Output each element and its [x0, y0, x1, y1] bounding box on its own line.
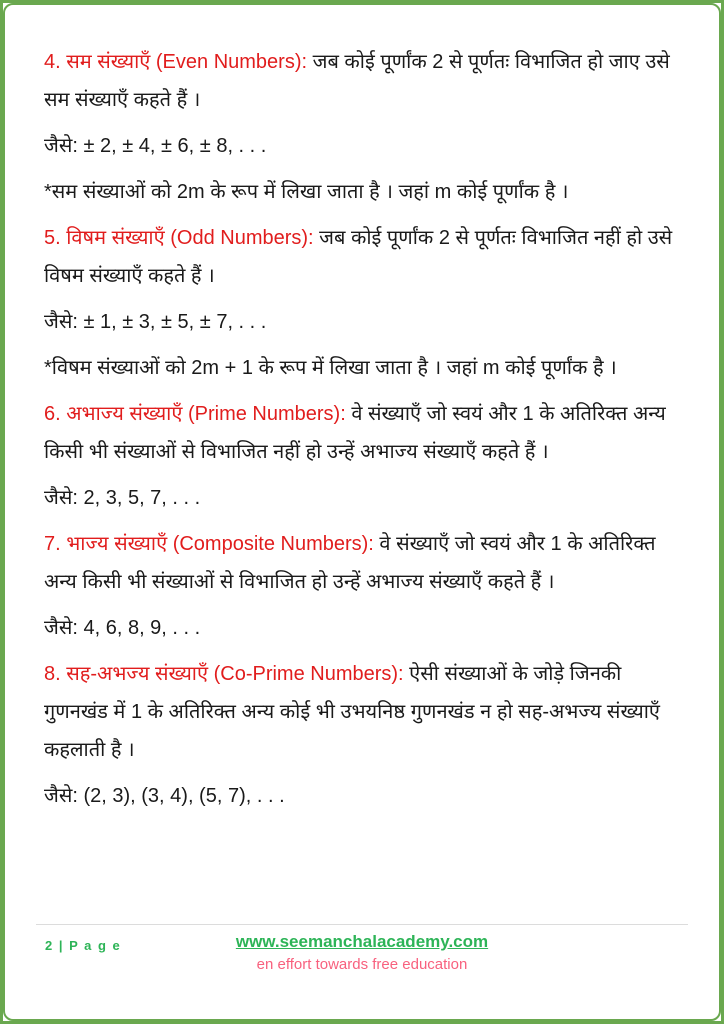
tagline-text: en effort towards free education [256, 956, 468, 973]
section-heading: 5. विषम संख्याएँ (Odd Numbers): [44, 227, 314, 249]
example-line: जैसे: (2, 3), (3, 4), (5, 7), . . . [44, 785, 285, 807]
section-paragraph [44, 395, 688, 471]
section-paragraph [44, 655, 688, 769]
section-odd-numbers [44, 219, 688, 387]
section-even-numbers [44, 43, 688, 211]
section-paragraph [44, 43, 688, 119]
section-body: जब कोई पूर्णांक 2 से पूर्णतः विभाजित नहीं हो उसे विषम संख्याएँ कहते हैं । [44, 227, 673, 287]
section-body: जब कोई पूर्णांक 2 से पूर्णतः विभाजित हो जाए उसे सम संख्याएँ कहते हैं । [44, 51, 670, 111]
page-number-label: 2 | P a g e [45, 938, 122, 953]
section-body: ऐसी संख्याओं के जोड़े जिनकी गुणनखंड में 1 के अतिरिक्त अन्य कोई भी उभयनिष्ठ गुणनखंड न हो सह-अभज्य संख्याएँ कहलाती है । [44, 663, 660, 761]
footer-center [36, 932, 688, 973]
website-link[interactable]: www.seemanchalacademy.com [235, 932, 489, 951]
section-body: वे संख्याएँ जो स्वयं और 1 के अतिरिक्त अन्य किसी भी संख्याओं से विभाजित नहीं हो उन्हें अभाज्य संख्याएँ कहते हैं । [44, 403, 666, 463]
example-line: जैसे: ± 1, ± 3, ± 5, ± 7, . . . [44, 311, 267, 333]
example-line: जैसे: 4, 6, 8, 9, . . . [44, 617, 201, 639]
section-paragraph [44, 219, 688, 295]
page-content [44, 43, 688, 823]
section-heading: 7. भाज्य संख्याएँ (Composite Numbers): [44, 533, 374, 555]
section-prime-numbers [44, 395, 688, 517]
section-composite-numbers [44, 525, 688, 647]
section-heading: 4. सम संख्याएँ (Even Numbers): [44, 51, 308, 73]
section-co-prime-numbers [44, 655, 688, 815]
section-heading: 6. अभाज्य संख्याएँ (Prime Numbers): [44, 403, 346, 425]
section-body: वे संख्याएँ जो स्वयं और 1 के अतिरिक्त अन्य किसी भी संख्याओं से विभाजित हो उन्हें अभाज्य संख्याएँ कहते हैं । [44, 533, 656, 593]
note-line: *सम संख्याओं को 2m के रूप में लिखा जाता है । जहां m कोई पूर्णांक है । [44, 181, 569, 203]
page-footer [36, 924, 688, 973]
section-heading: 8. सह-अभज्य संख्याएँ (Co-Prime Numbers): [44, 663, 404, 685]
example-line: जैसे: 2, 3, 5, 7, . . . [44, 487, 201, 509]
example-line: जैसे: ± 2, ± 4, ± 6, ± 8, . . . [44, 135, 267, 157]
note-line: *विषम संख्याओं को 2m + 1 के रूप में लिखा जाता है । जहां m कोई पूर्णांक है । [44, 357, 617, 379]
section-paragraph [44, 525, 688, 601]
